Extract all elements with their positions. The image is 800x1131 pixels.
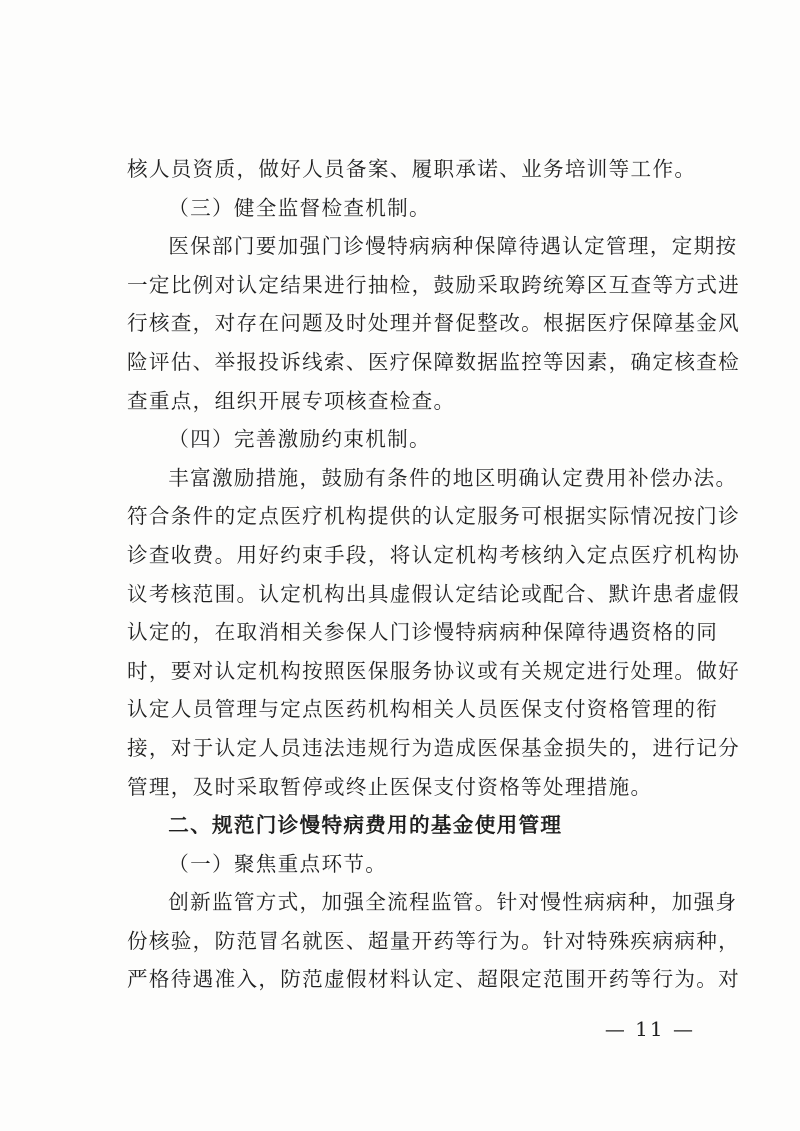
text-line: 一定比例对认定结果进行抽检，鼓励采取跨统筹区互查等方式进 bbox=[127, 272, 741, 297]
section-heading-3 bbox=[127, 189, 693, 228]
paragraph-incentives bbox=[127, 459, 741, 806]
text-line: 核人员资质，做好人员备案、履职承诺、业务培训等工作。 bbox=[127, 157, 697, 181]
section-heading-1 bbox=[127, 845, 693, 884]
text-line: 行核查，对存在问题及时处理并督促整改。根据医疗保障基金风 bbox=[127, 311, 741, 336]
text-line: 管理，及时采取暂停或终止医保支付资格等处理措施。 bbox=[127, 774, 653, 799]
document-body bbox=[127, 150, 741, 999]
paragraph-continuation bbox=[127, 150, 697, 189]
text-line: 医保部门要加强门诊慢特病病种保障待遇认定管理，定期按 bbox=[168, 234, 738, 259]
section-heading-4 bbox=[127, 420, 693, 459]
page-number: — 11 — bbox=[604, 1017, 695, 1041]
text-line: 丰富激励措施，鼓励有条件的地区明确认定费用补偿办法。 bbox=[168, 465, 738, 490]
text-line: （三）健全监督检查机制。 bbox=[168, 195, 431, 220]
text-line: （一）聚焦重点环节。 bbox=[168, 851, 388, 876]
text-line: 认定人员管理与定点医药机构相关人员医保支付资格管理的衔 bbox=[127, 697, 719, 722]
text-line: 创新监管方式，加强全流程监管。针对慢性病病种，加强身 bbox=[168, 890, 738, 915]
text-line: 严格待遇准入，防范虚假材料认定、超限定范围开药等行为。对 bbox=[127, 967, 741, 992]
text-line: 认定的，在取消相关参保人门诊慢特病病种保障待遇资格的同 bbox=[127, 620, 719, 645]
text-line: 险评估、举报投诉线索、医疗保障数据监控等因素，确定核查检 bbox=[127, 349, 741, 374]
paragraph-key-links bbox=[127, 883, 741, 999]
text-line: 时，要对认定机构按照医保服务协议或有关规定进行处理。做好 bbox=[127, 658, 741, 683]
text-line: 二、规范门诊慢特病费用的基金使用管理 bbox=[168, 813, 563, 838]
text-line: 份核验，防范冒名就医、超量开药等行为。针对特殊疾病病种， bbox=[127, 928, 741, 953]
chapter-heading-2 bbox=[127, 806, 693, 845]
text-line: 诊查收费。用好约束手段，将认定机构考核纳入定点医疗机构协 bbox=[127, 542, 741, 567]
text-line: （四）完善激励约束机制。 bbox=[168, 427, 431, 452]
text-line: 符合条件的定点医疗机构提供的认定服务可根据实际情况按门诊 bbox=[127, 504, 741, 529]
text-line: 接，对于认定人员违法违规行为造成医保基金损失的，进行记分 bbox=[127, 735, 741, 760]
text-line: 议考核范围。认定机构出具虚假认定结论或配合、默许患者虚假 bbox=[127, 581, 741, 606]
paragraph-supervision bbox=[127, 227, 741, 420]
text-line: 查重点，组织开展专项核查检查。 bbox=[127, 388, 456, 413]
